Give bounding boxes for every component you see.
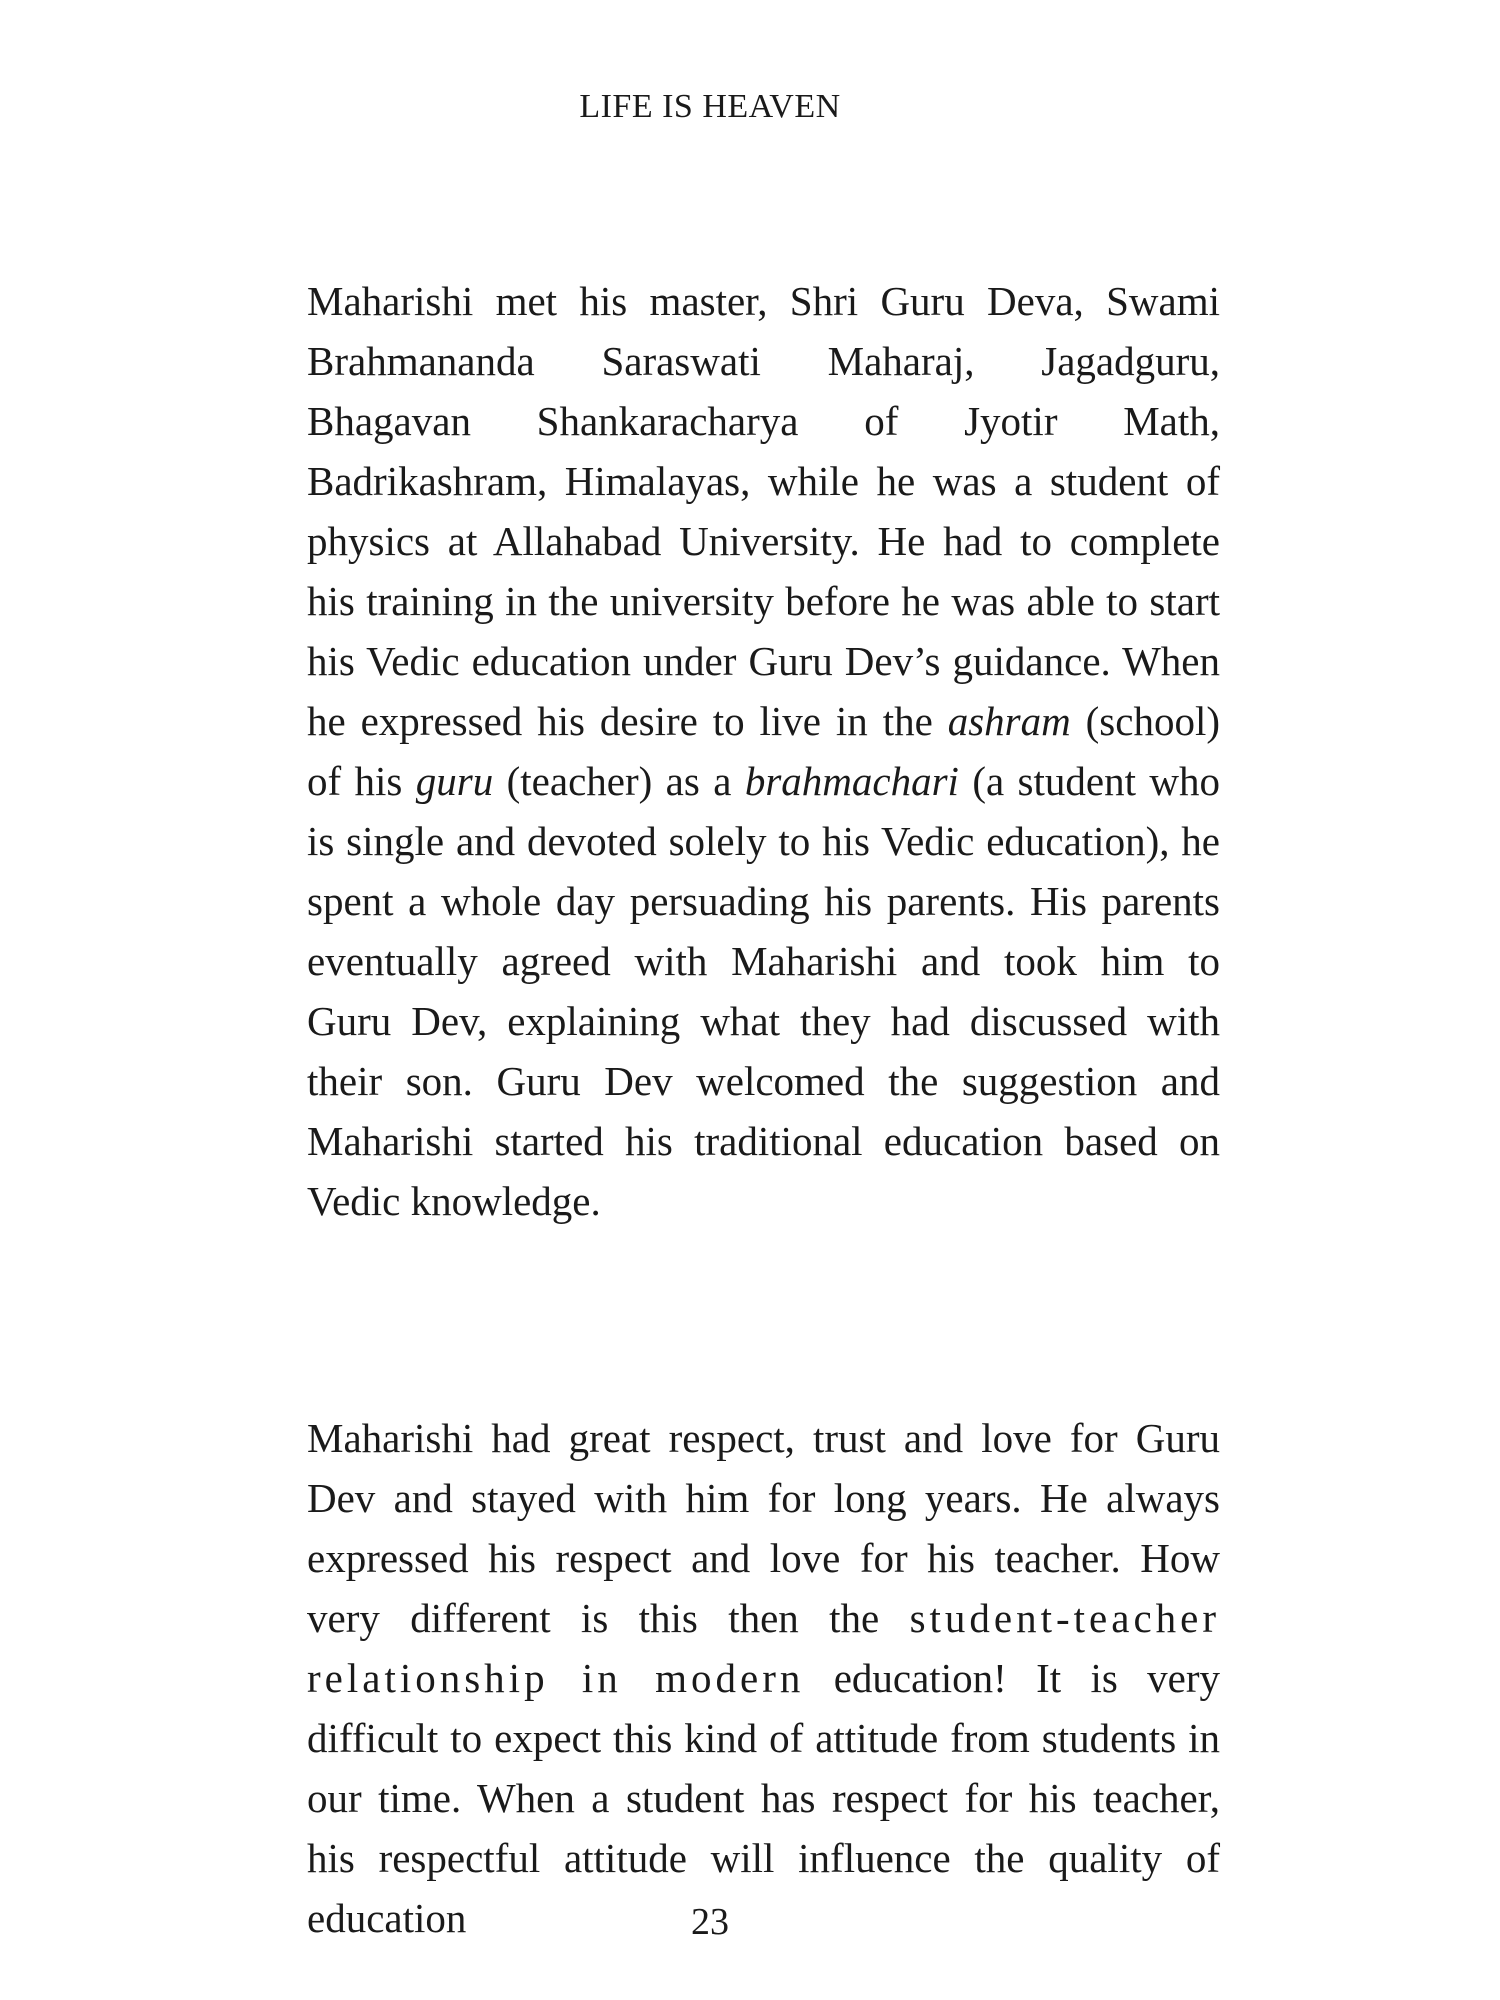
letterspaced-text: student-teacher relationship in modern [307, 1595, 1220, 1701]
italic-term-guru: guru [415, 758, 494, 804]
paragraph-text: (teacher) as a [493, 758, 745, 804]
paragraph-text: (a student who is single and devoted solely to his Vedic education), he spent a whole day persuading his parents. His parents eventually agreed with Maharishi and took him to Guru Dev, explaining what they had discussed with their son. Guru Dev welcomed the suggestion and Maharishi started his traditional education based on Vedic knowledge. [307, 758, 1220, 1224]
running-head-title: LIFE IS HEAVEN [579, 88, 841, 125]
body-paragraph [307, 1408, 1220, 1948]
body-paragraph [307, 271, 1220, 1231]
paragraph-text: Maharishi had great respect, trust and love for Guru Dev and stayed with him for long years. He always expressed his respect and love for his teacher. How very different is this then the [307, 1415, 1220, 1641]
paragraph-text: Maharishi met his master, Shri Guru Deva, Swami Brahmananda Saraswati Maharaj, Jagadguru, Bhagavan Shankaracharya of Jyotir Math, Badrikashram, Himalayas, while he was a student of physics at Allahabad University. He had to complete his training in the university before he was able to start his Vedic education under Guru Dev’s guidance. When he expressed his desire to live in the [307, 278, 1220, 744]
italic-term-brahmachari: brahmachari [744, 758, 959, 804]
paragraph-text: (school) of his [307, 698, 1220, 804]
italic-term-ashram: ashram [947, 698, 1071, 744]
page-number: 23 [691, 1901, 729, 1943]
paragraph-text: education! It is very difficult to expect this kind of attitude from students in our time. When a student has respect for his teacher, his respectful attitude will influence the quality of education [307, 1655, 1220, 1941]
